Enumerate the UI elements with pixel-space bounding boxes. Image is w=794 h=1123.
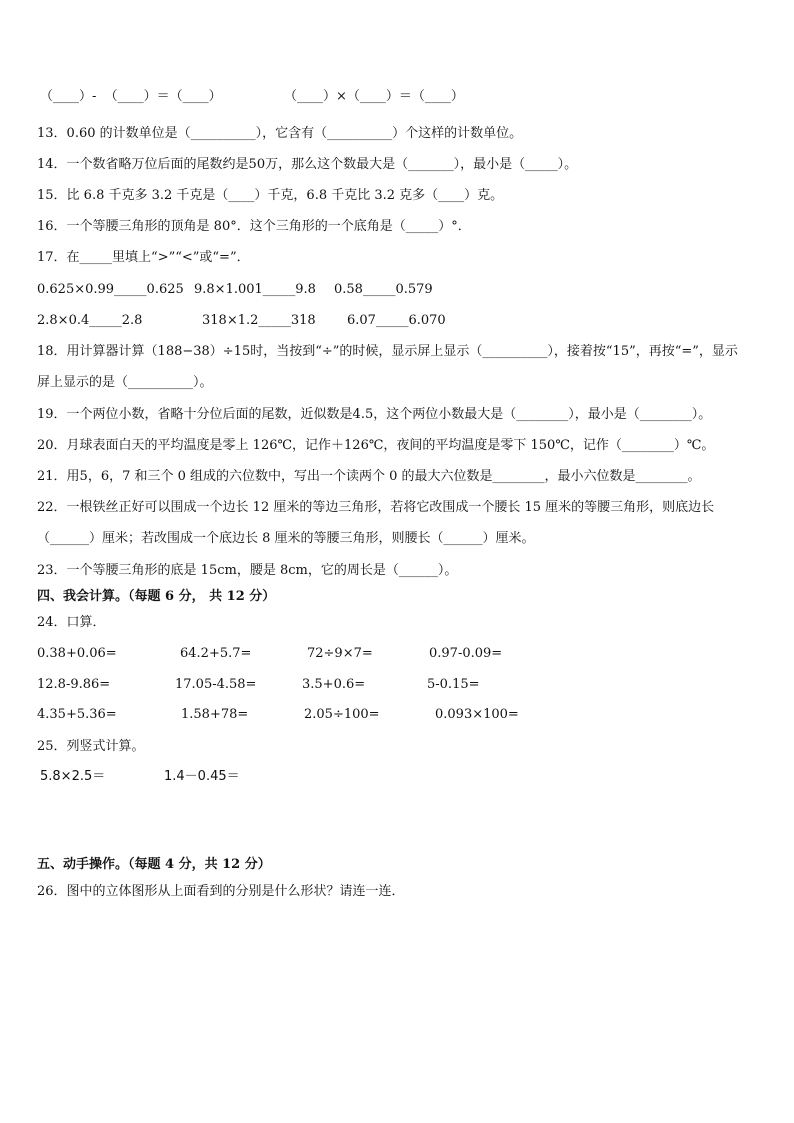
mental-math-item: 72÷9×7= [307, 646, 373, 661]
compare-item: 0.58_____0.579 [334, 282, 433, 297]
compare-item: 6.07_____6.070 [347, 313, 446, 328]
section-5-heading: 五、动手操作。（每题 4 分，共 12 分） [37, 857, 271, 872]
question-22-line2: （______）厘米；若改围成一个底边长 8 厘米的等腰三角形，则腰长（______）厘米。 [37, 531, 535, 546]
compare-item: 0.625×0.99_____0.625 [37, 282, 184, 297]
question-15: 15．比 6.8 千克多 3.2 千克是（____）千克，6.8 千克比 3.2 克多（____）克。 [37, 188, 504, 203]
continued-equation-b: （____）×（____）＝（____） [284, 89, 464, 104]
compare-item: 318×1.2_____318 [202, 313, 316, 328]
question-21: 21．用5，6，7 和三个 0 组成的六位数中，写出一个读两个 0 的最大六位数是________，最小六位数是________。 [37, 469, 701, 484]
question-26: 26．图中的立体图形从上面看到的分别是什么形状？请连一连． [37, 884, 405, 899]
continued-equation-a: （____）- （____）＝（____） [40, 89, 222, 104]
question-18-line1: 18．用计算器计算（188−38）÷15时，当按到“÷”的时候，显示屏上显示（__________），接着按“15”，再按“=”，显示 [37, 344, 738, 359]
mental-math-item: 0.093×100= [435, 707, 519, 722]
question-16: 16．一个等腰三角形的顶角是 80°．这个三角形的一个底角是（_____）°． [37, 219, 471, 234]
question-14: 14．一个数省略万位后面的尾数约是50万，那么这个数最大是（_______），最小是（_____）。 [37, 157, 578, 172]
mental-math-item: 0.38+0.06= [37, 646, 117, 661]
mental-math-item: 64.2+5.7= [180, 646, 252, 661]
mental-math-item: 2.05÷100= [304, 707, 380, 722]
mental-math-item: 3.5+0.6= [302, 677, 366, 692]
mental-math-item: 12.8-9.86= [37, 677, 111, 692]
mental-math-item: 4.35+5.36= [37, 707, 117, 722]
question-24: 24．口算． [37, 615, 106, 630]
question-23: 23．一个等腰三角形的底是 15cm，腰是 8cm，它的周长是（______）。 [37, 563, 458, 578]
compare-item: 9.8×1.001_____9.8 [194, 282, 316, 297]
question-19: 19．一个两位小数，省略十分位后面的尾数，近似数是4.5，这个两位小数最大是（________），最小是（________）。 [37, 407, 712, 422]
mental-math-item: 0.97-0.09= [429, 646, 503, 661]
section-4-heading: 四、我会计算。（每题 6 分， 共 12 分） [37, 589, 276, 604]
question-17: 17．在_____里填上“>”“<”或“=”． [37, 250, 250, 265]
question-18-line2: 屏上显示的是（__________）。 [37, 375, 213, 390]
question-13: 13．0.60 的计数单位是（__________），它含有（__________）个这样的计数单位。 [37, 126, 523, 141]
question-22-line1: 22．一根铁丝正好可以围成一个边长 12 厘米的等边三角形，若将它改围成一个腰长 15 厘米的等腰三角形，则底边长 [37, 500, 715, 515]
mental-math-item: 5-0.15= [427, 677, 480, 692]
mental-math-item: 17.05-4.58= [175, 677, 257, 692]
vertical-calc-item: 1.4－0.45＝ [164, 769, 240, 784]
compare-item: 2.8×0.4_____2.8 [37, 313, 143, 328]
vertical-calc-item: 5.8×2.5＝ [40, 769, 106, 784]
question-20: 20．月球表面白天的平均温度是零上 126℃，记作＋126℃，夜间的平均温度是零下 150℃，记作（________）℃。 [37, 438, 715, 453]
question-25: 25．列竖式计算。 [37, 739, 145, 754]
mental-math-item: 1.58+78= [181, 707, 249, 722]
